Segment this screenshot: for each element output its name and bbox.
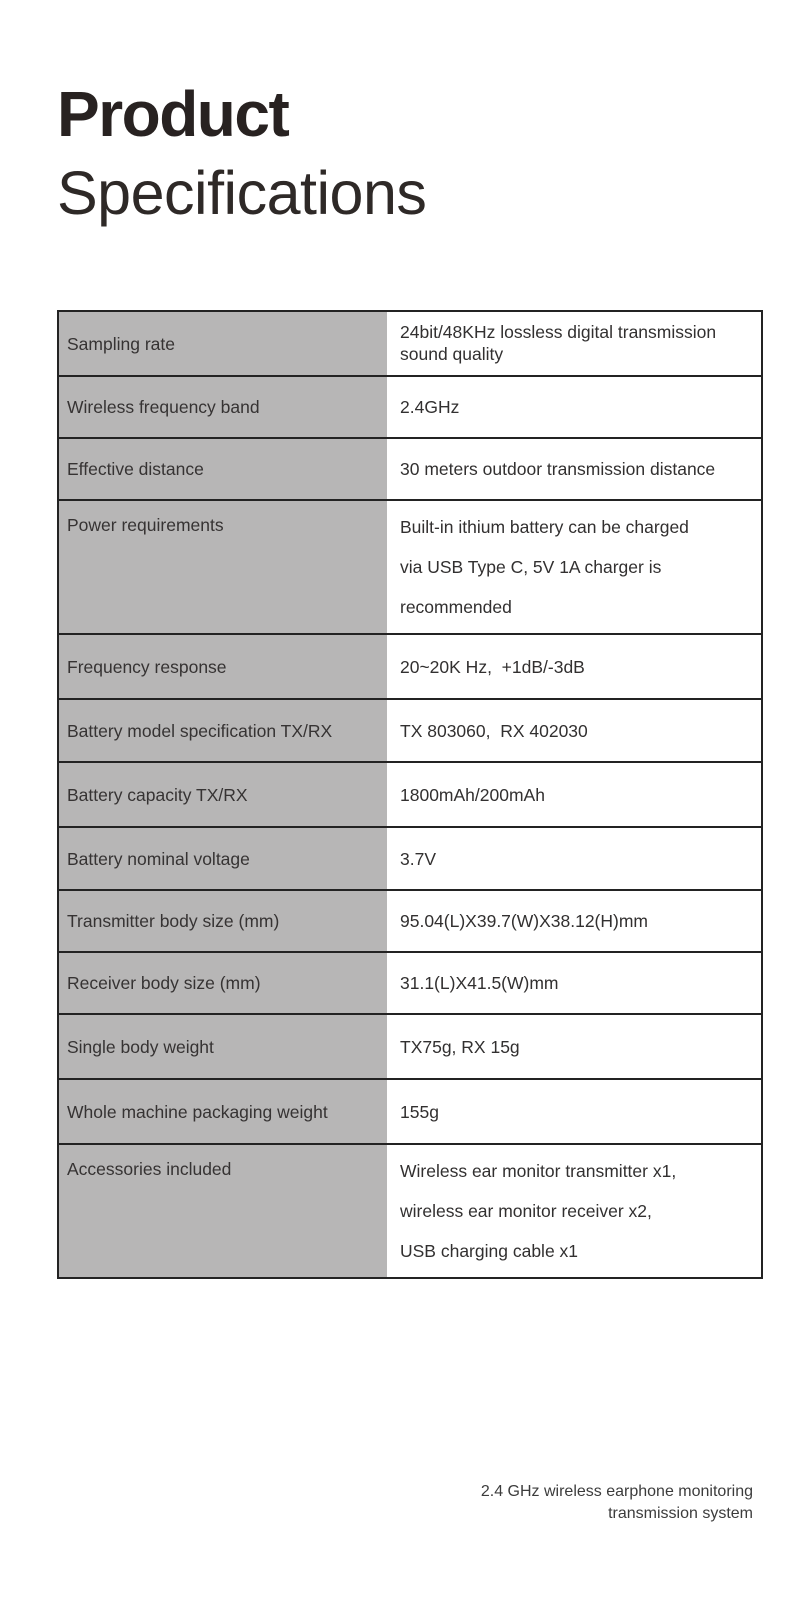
spec-label: Battery capacity TX/RX (59, 763, 387, 826)
page-title (57, 74, 426, 232)
spec-value-line: wireless ear monitor receiver x2, (400, 1201, 652, 1221)
spec-value (387, 763, 761, 826)
spec-value (387, 891, 761, 951)
spec-value-line: 95.04(L)X39.7(W)X38.12(H)mm (400, 911, 648, 931)
table-row-battery-nominal-voltage (59, 826, 761, 889)
table-row-accessories-included (59, 1143, 761, 1277)
spec-value-line: Built-in ithium battery can be charged (400, 517, 689, 537)
table-row-frequency-response (59, 633, 761, 698)
page-title-line2: Specifications (57, 159, 427, 227)
spec-label: Battery nominal voltage (59, 828, 387, 889)
spec-value-line: TX 803060, RX 402030 (400, 720, 588, 741)
spec-value-line: USB charging cable x1 (400, 1241, 579, 1261)
spec-value-line: sound quality (400, 343, 504, 364)
spec-label: Sampling rate (59, 312, 387, 375)
footer-caption (481, 1481, 753, 1524)
table-row-packaging-weight (59, 1078, 761, 1143)
spec-value-line: 24bit/48KHz lossless digital transmission (400, 322, 717, 342)
table-row-battery-model-specification (59, 698, 761, 761)
spec-value-line: 3.7V (400, 848, 436, 869)
spec-value-line: 30 meters outdoor transmission distance (400, 459, 716, 479)
spec-label: Wireless frequency band (59, 377, 387, 437)
spec-label: Receiver body size (mm) (59, 953, 387, 1013)
spec-label: Whole machine packaging weight (59, 1080, 387, 1143)
spec-value-line: recommended (400, 597, 512, 617)
spec-label: Power requirements (59, 501, 387, 633)
spec-value-line: 1800mAh/200mAh (400, 784, 545, 805)
spec-value (387, 501, 761, 633)
spec-value (387, 312, 761, 375)
spec-label: Battery model specification TX/RX (59, 700, 387, 761)
spec-label: Frequency response (59, 635, 387, 698)
spec-label: Single body weight (59, 1015, 387, 1078)
table-row-receiver-body-size (59, 951, 761, 1013)
table-row-power-requirements (59, 499, 761, 633)
spec-value (387, 377, 761, 437)
spec-value-line: 2.4GHz (400, 397, 460, 417)
spec-value-line: TX75g, RX 15g (400, 1036, 520, 1057)
spec-value-line: 31.1(L)X41.5(W)mm (400, 973, 559, 993)
spec-label: Accessories included (59, 1145, 387, 1277)
table-row-effective-distance (59, 437, 761, 499)
spec-value-line: 155g (400, 1101, 439, 1122)
spec-label: Transmitter body size (mm) (59, 891, 387, 951)
spec-value-line: 20~20K Hz, +1dB/-3dB (400, 656, 585, 677)
table-row-wireless-frequency-band (59, 375, 761, 437)
table-row-single-body-weight (59, 1013, 761, 1078)
spec-value (387, 635, 761, 698)
spec-value (387, 828, 761, 889)
table-row-battery-capacity (59, 761, 761, 826)
spec-value (387, 953, 761, 1013)
spec-value-line: Wireless ear monitor transmitter x1, (400, 1161, 677, 1181)
spec-value (387, 1080, 761, 1143)
spec-value (387, 1015, 761, 1078)
page-title-line1: Product (57, 78, 289, 150)
spec-label: Effective distance (59, 439, 387, 499)
footer-caption-line1: 2.4 GHz wireless earphone monitoring (480, 1483, 753, 1500)
table-row-sampling-rate (59, 312, 761, 375)
spec-value (387, 1145, 761, 1277)
table-row-transmitter-body-size (59, 889, 761, 951)
spec-value (387, 700, 761, 761)
footer-caption-line2: transmission system (608, 1504, 753, 1522)
spec-value (387, 439, 761, 499)
spec-value-line: via USB Type C, 5V 1A charger is (400, 557, 662, 577)
spec-table (57, 310, 763, 1279)
